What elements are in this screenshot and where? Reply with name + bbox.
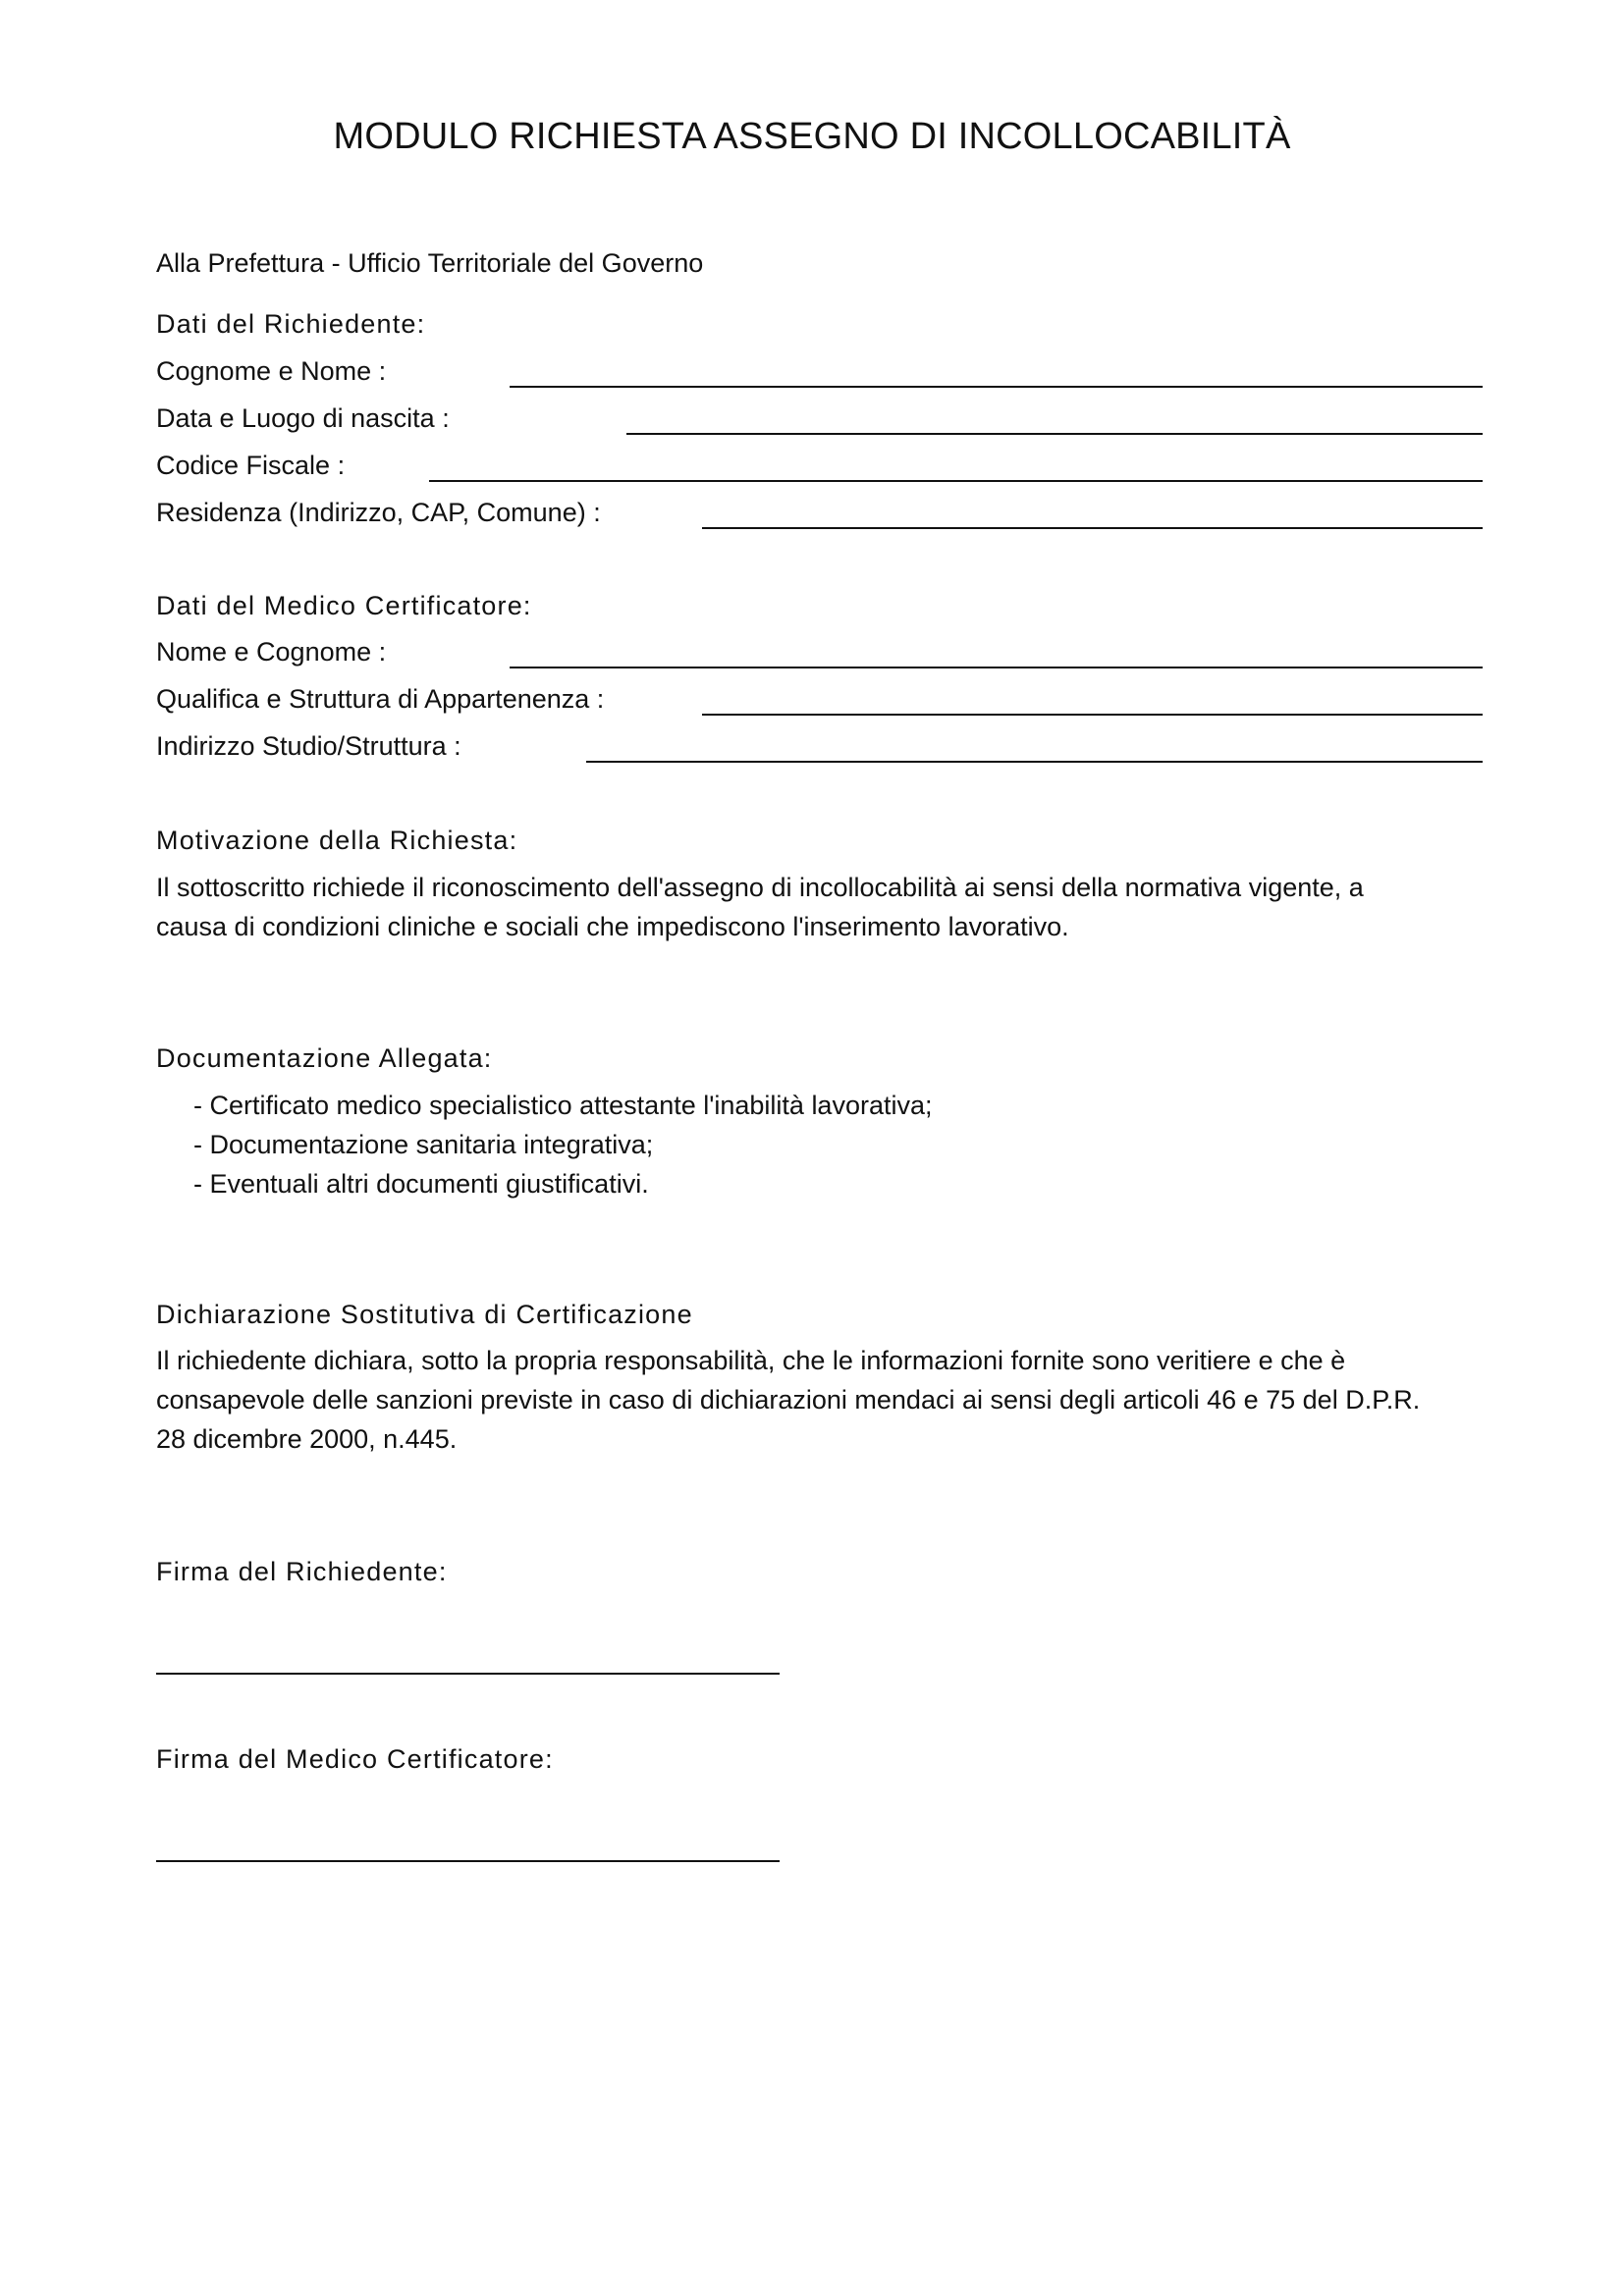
attachments-heading: Documentazione Allegata: <box>156 1043 493 1073</box>
list-item: - Certificato medico specialistico attestante l'inabilità lavorativa; <box>193 1091 933 1120</box>
list-item: - Documentazione sanitaria integrativa; <box>193 1130 654 1159</box>
field-label-applicant-name: Cognome e Nome : <box>156 356 387 386</box>
declaration-line: 28 dicembre 2000, n.445. <box>156 1424 458 1454</box>
doctor-section-heading: Dati del Medico Certificatore: <box>156 591 532 620</box>
field-label-doctor-name: Nome e Cognome : <box>156 637 387 667</box>
field-label-birth-date-place: Data e Luogo di nascita : <box>156 403 450 433</box>
field-row-doctor-name <box>156 632 1483 671</box>
attachments-list <box>193 1086 933 1203</box>
field-label-tax-code: Codice Fiscale : <box>156 451 346 480</box>
doctor-signature-label: Firma del Medico Certificatore: <box>156 1744 554 1774</box>
motivation-line: Il sottoscritto richiede il riconoscimento dell'assegno di incollocabilità ai sensi della normativa vigente, a <box>156 873 1364 902</box>
declaration-line: consapevole delle sanzioni previste in caso di dichiarazioni mendaci ai sensi degli articoli 46 e 75 del D.P.R. <box>156 1385 1421 1415</box>
applicant-signature-field[interactable] <box>156 1673 780 1675</box>
doctor-address-field[interactable] <box>586 761 1483 763</box>
applicant-signature-label: Firma del Richiedente: <box>156 1557 448 1586</box>
field-row-residence <box>156 493 1483 532</box>
doctor-name-field[interactable] <box>510 667 1483 668</box>
field-label-residence: Residenza (Indirizzo, CAP, Comune) : <box>156 498 601 527</box>
residence-field[interactable] <box>702 527 1483 529</box>
field-row-applicant-name <box>156 351 1483 391</box>
declaration-heading: Dichiarazione Sostitutiva di Certificazione <box>156 1300 693 1329</box>
recipient-line: Alla Prefettura - Ufficio Territoriale del Governo <box>156 248 704 278</box>
document-title: MODULO RICHIESTA ASSEGNO DI INCOLLOCABILITÀ <box>333 116 1291 157</box>
birth-date-place-field[interactable] <box>626 433 1483 435</box>
field-label-doctor-qualification: Qualifica e Struttura di Appartenenza : <box>156 684 605 714</box>
motivation-line: causa di condizioni cliniche e sociali che impediscono l'inserimento lavorativo. <box>156 912 1069 941</box>
motivation-paragraph <box>156 868 1491 946</box>
field-row-birth-date-place <box>156 399 1483 438</box>
field-row-doctor-address <box>156 726 1483 766</box>
applicant-section-heading: Dati del Richiedente: <box>156 309 426 339</box>
motivation-heading: Motivazione della Richiesta: <box>156 826 518 855</box>
doctor-qualification-field[interactable] <box>702 714 1483 716</box>
field-label-doctor-address: Indirizzo Studio/Struttura : <box>156 731 461 761</box>
declaration-line: Il richiedente dichiara, sotto la propria responsabilità, che le informazioni fornite sono veritiere e che è <box>156 1346 1346 1375</box>
tax-code-field[interactable] <box>429 480 1483 482</box>
declaration-paragraph <box>156 1341 1491 1459</box>
applicant-name-field[interactable] <box>510 386 1483 388</box>
list-item: - Eventuali altri documenti giustificativi. <box>193 1169 649 1199</box>
field-row-doctor-qualification <box>156 679 1483 719</box>
field-row-tax-code <box>156 446 1483 485</box>
doctor-signature-field[interactable] <box>156 1860 780 1862</box>
